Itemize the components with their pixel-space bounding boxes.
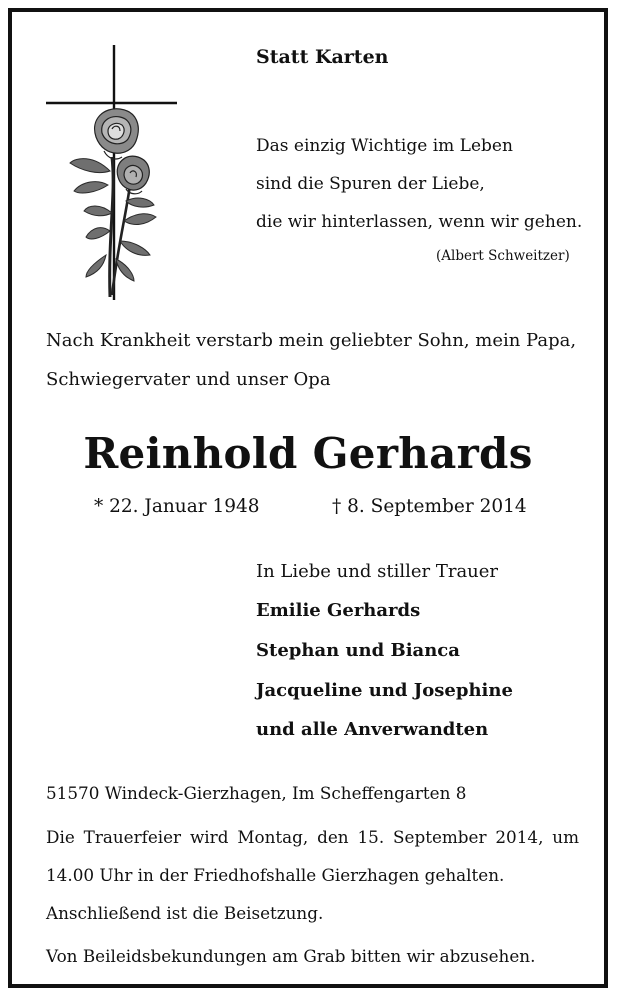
deceased-name: Reinhold Gerhards: [83, 429, 533, 478]
mourner-name-1: Emilie Gerhards: [256, 600, 421, 621]
quote-line-1: Das einzig Wichtige im Leben: [256, 136, 513, 156]
mourning-intro: In Liebe und stiller Trauer: [256, 561, 499, 582]
intro-line-1: Nach Krankheit verstarb mein geliebter Sohn, mein Papa,: [46, 330, 577, 351]
quote-line-3: die wir hinterlassen, wenn wir gehen.: [256, 212, 583, 232]
mourner-name-4: und alle Anverwandten: [256, 719, 489, 740]
ceremony-line-2: 14.00 Uhr in der Friedhofshalle Gierzhagen gehalten.: [46, 865, 505, 885]
quote-line-2: sind die Spuren der Liebe,: [256, 174, 485, 194]
cross-with-rose-icon: [46, 45, 186, 307]
quote-author: (Albert Schweitzer): [436, 248, 570, 264]
ceremony-line-1: Die Trauerfeier wird Montag, den 15. September 2014, um: [46, 827, 579, 847]
birth-date: * 22. Januar 1948: [94, 496, 260, 517]
intro-line-2: Schwiegervater und unser Opa: [46, 369, 331, 390]
address-line: 51570 Windeck-Gierzhagen, Im Scheffengarten 8: [46, 783, 467, 803]
statt-karten-heading: Statt Karten: [256, 46, 389, 68]
mourner-name-2: Stephan und Bianca: [256, 640, 460, 661]
obituary-card: [8, 8, 608, 988]
ceremony-line-3: Anschließend ist die Beisetzung.: [46, 903, 324, 923]
condolences-line: Von Beileidsbekundungen am Grab bitten wir abzusehen.: [46, 946, 536, 966]
mourner-name-3: Jacqueline und Josephine: [256, 680, 513, 701]
death-date: † 8. September 2014: [332, 496, 527, 517]
